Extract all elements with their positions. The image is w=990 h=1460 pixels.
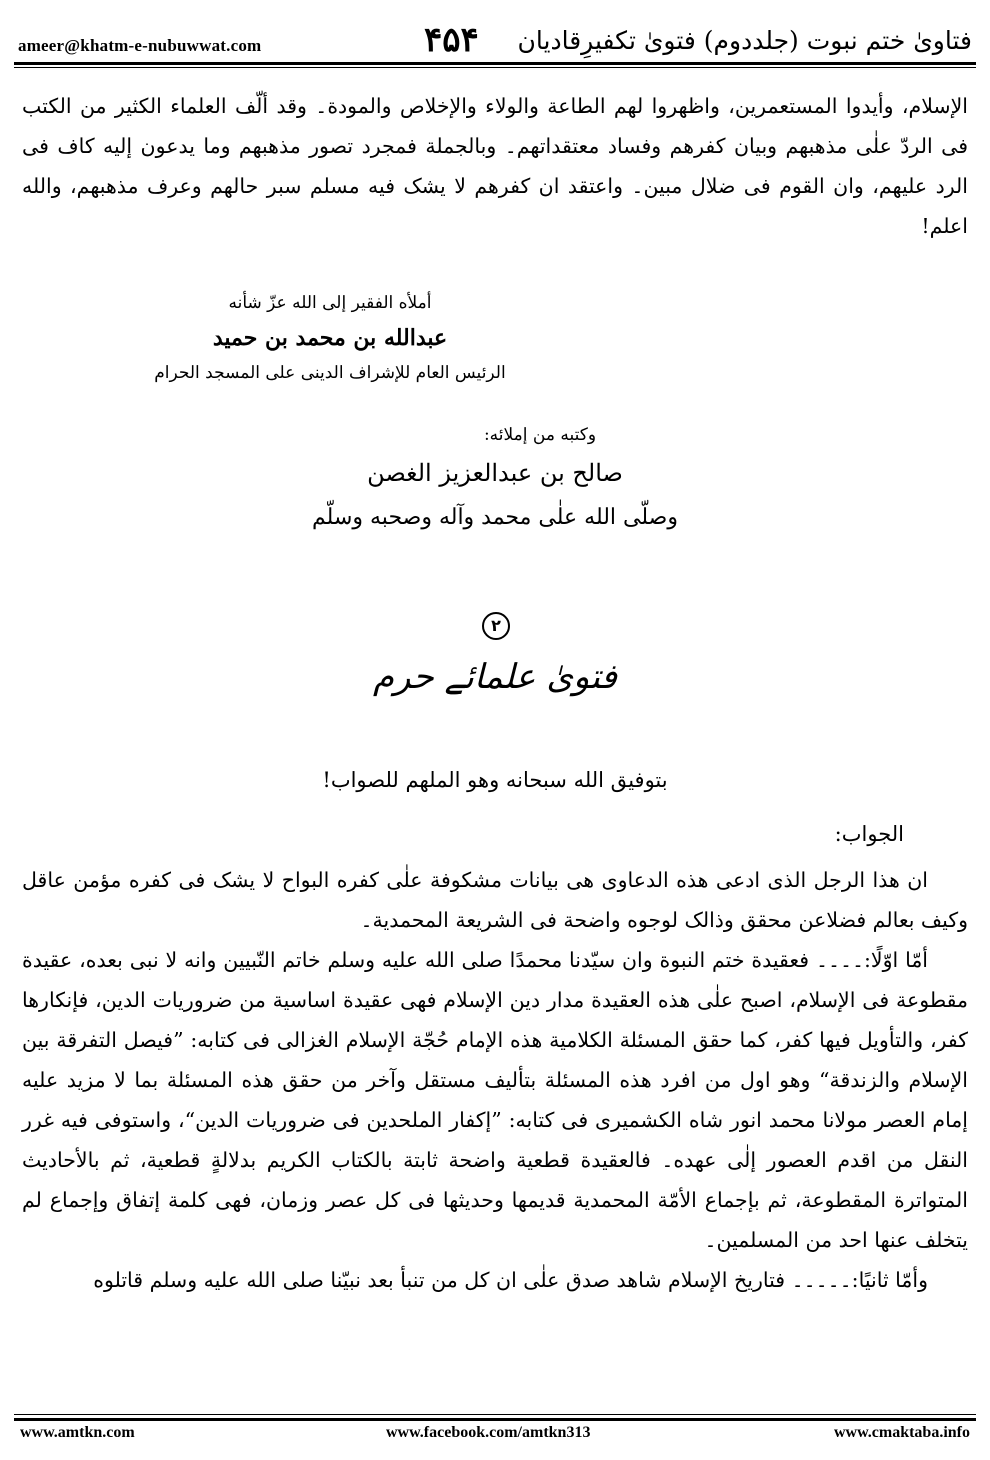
section-number: ۲	[482, 612, 510, 640]
page-footer	[14, 1422, 976, 1446]
section-title: فتویٰ علمائے حرم	[372, 657, 618, 697]
section2-para1: ان هذا الرجل الذی ادعی هذه الدعاوی هی بیانات مشکوفة علٰی کفره البواح لا یشک فی کفره مؤمن عاقل وکیف بعالم فضلاعن محقق وذالک لوجوه واضحة فی الشریعة المحمدیة۔	[22, 868, 968, 932]
signature1-title: الرئیس العام للإشراف الدینی علی المسجد الحرام	[154, 363, 506, 383]
section2-body	[22, 860, 968, 1300]
footer-link-middle[interactable]: www.facebook.com/amtkn313	[386, 1424, 591, 1441]
section1-paragraph: الإسلام، وأیدوا المستعمرین، واظهروا لهم الطاعة والولاء والإخلاص والمودة۔ وقد ألّف العلماء الکثیر من الکتب فی الردّ علٰی مذهبهم وبیان کفرهم وفساد معتقداتهم۔ وبالجملة فمجرد تصور مذهبهم وما یدعون إلیه کاف فی الرد علیهم، وان القوم فی ضلال مبین۔ واعتقد ان کفرهم لا یشک فیه مسلم سبر حالهم وعرف مذهبهم، والله اعلم!	[22, 94, 968, 238]
footer-link-right[interactable]: www.cmaktaba.info	[833, 1424, 970, 1441]
header-rule-thin	[14, 67, 976, 68]
book-title: فتاویٰ ختم نبوت (جلددوم) فتویٰ تکفیرِقادیان	[517, 26, 972, 55]
signature-block-2	[0, 420, 990, 540]
signature2-line1: وکتبه من إملائه:	[483, 425, 597, 445]
section1	[22, 86, 968, 246]
page-header	[14, 14, 976, 60]
signature1-line1: أملأه الفقیر إلی الله عزّ شأنه	[228, 293, 432, 313]
header-rule-thick	[14, 62, 976, 65]
footer-rule-thick	[14, 1418, 976, 1421]
header-email: ameer@khatm-e-nubuwwat.com	[18, 36, 262, 55]
page-number: ۴۵۴	[424, 20, 479, 60]
signature2-name: صالح بن عبدالعزیز الغصن	[367, 459, 623, 487]
basmala: بتوفیق الله سبحانه وهو الملهم للصواب!	[322, 768, 668, 792]
footer-link-left[interactable]: www.amtkn.com	[20, 1424, 135, 1441]
section2-para2: أمّا اوّلًا:۔۔۔۔ فعقیدة ختم النبوة وان سیّدنا محمدًا صلی الله علیه وسلم خاتم النّبیین وانه لا نبی بعده، عقیدة مقطوعة فی الإسلام، اصبح علٰی هذه العقیدة مدار دین الإسلام فهی عقیدة اساسیة من ضروریات الدین، فإنکارها کفر، والتأویل فیها کفر، کما حقق المسئلة الکلامیة هذه الإمام حُجّة الإسلام الغزالی فی کتابه: ”فیصل التفرقة بین الإسلام والزندقة“ وهو اول من افرد هذه المسئلة بتألیف مستقل وآخر من حقق هذه المسئلة بما لا مزید علیه إمام العصر مولانا محمد انور شاه الکشمیری فی کتابه: ”إکفار الملحدین فی ضروریات الدین“، واستوفی فیه غرر النقل من اقدم العصور إلٰی عهده۔ فالعقیدة قطعیة واضحة ثابتة بالکتاب الکریم بدلالةٍ قطعیة، ثم بالأحادیث المتواترة المقطوعة، ثم بإجماع الأمّة المحمدیة قدیمها وحدیثها فی کل عصر وزمان، فهی کلمة إتفاق وإجماع لم یتخلف عنها احد من المسلمین۔	[22, 948, 969, 1252]
answer-label: الجواب:	[834, 822, 904, 846]
signature-block-1	[0, 288, 660, 388]
section2-para3: وأمّا ثانیًا:۔۔۔۔۔ فتاریخ الإسلام شاهد صدق علٰی ان کل من تنبأ بعد نبیّنا صلی الله علیه وسلم قاتلوه	[93, 1268, 928, 1292]
signature1-name: عبدالله بن محمد بن حمید	[212, 325, 448, 351]
footer-rule-thin	[14, 1414, 976, 1415]
signature2-salutation: وصلّی الله علٰی محمد وآله وصحبه وسلّم	[312, 505, 678, 530]
